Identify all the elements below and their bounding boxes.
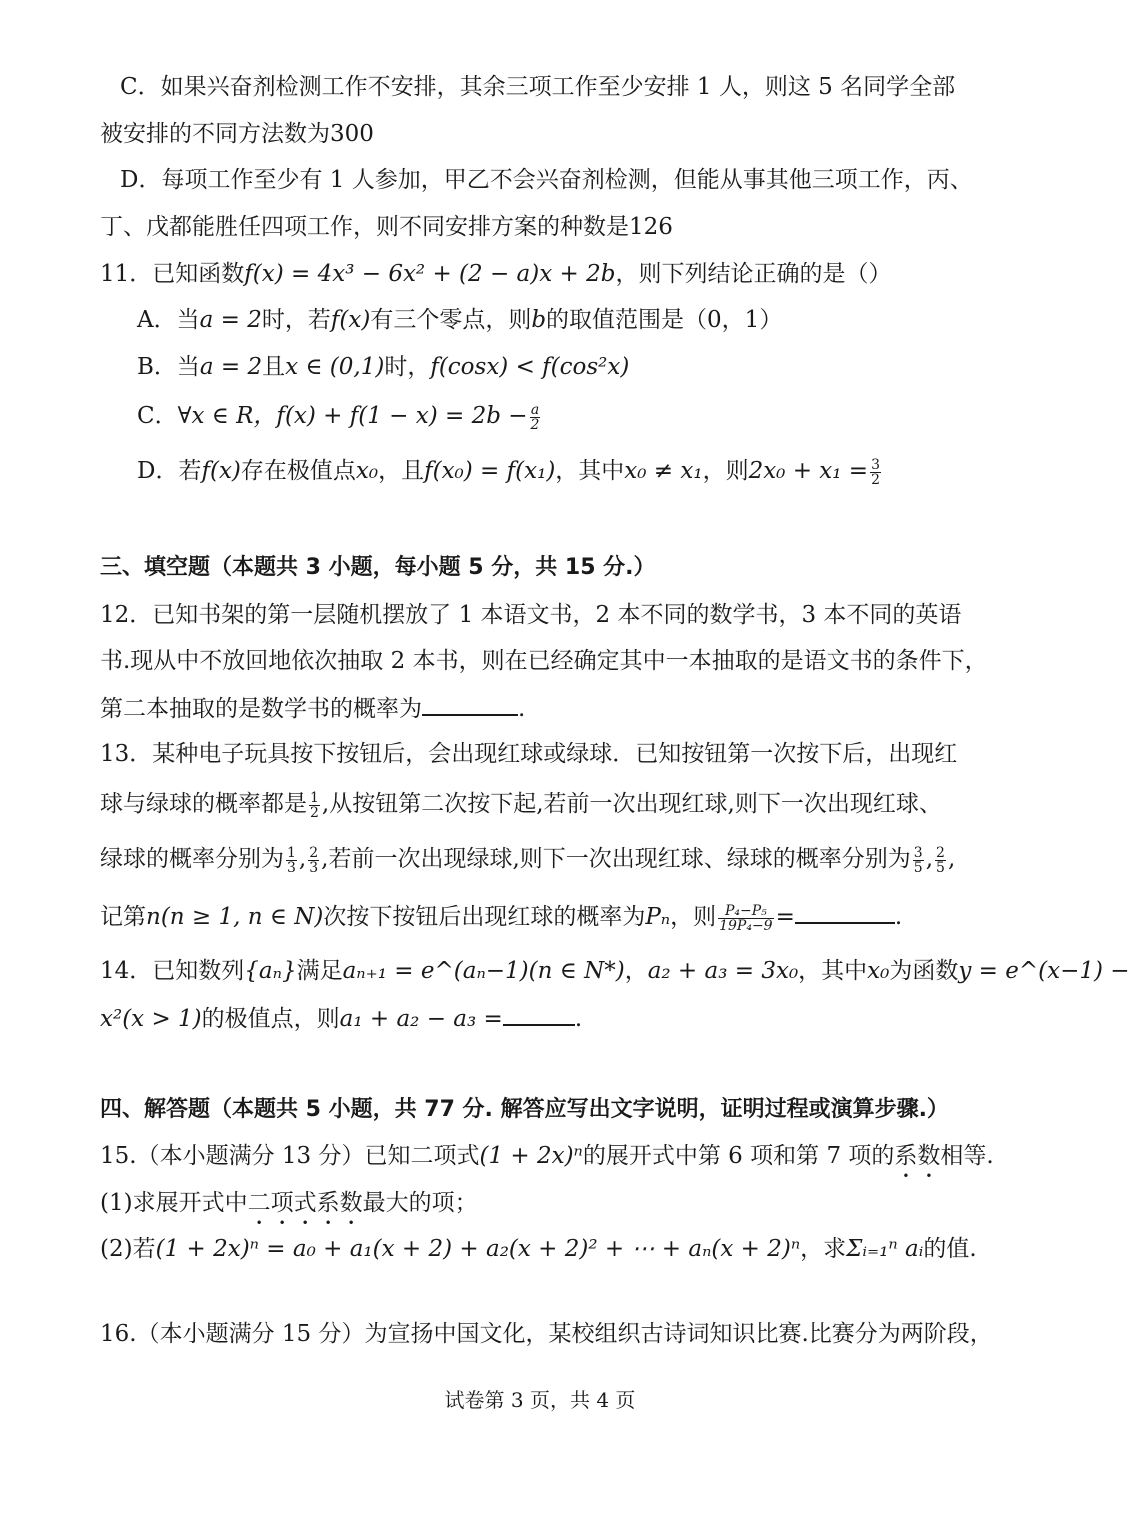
q14-line1-b: 满足: [296, 958, 343, 984]
q13-p4-den: 5: [936, 859, 945, 876]
q13-ratio-num: P₄−P₅: [718, 904, 773, 919]
q11-d-fraction: [870, 458, 881, 487]
q12-line3: [100, 692, 525, 725]
q11-function: f(x) = 4x³ − 6x² + (2 − a)x + 2b: [244, 261, 616, 287]
q11-a-cond: a = 2: [199, 307, 262, 333]
q13-line4: [100, 900, 902, 933]
q12-answer-blank[interactable]: [422, 692, 518, 716]
q12-line2: 书.现从中不放回地依次抽取 2 本书，则在已经确定其中一本抽取的是语文书的条件下，: [100, 648, 988, 674]
q14-line1-e: 为函数: [889, 958, 959, 984]
q14-line2: [100, 1002, 582, 1035]
q13-p3-den: 5: [913, 859, 923, 876]
q10-option-c-line1: C．如果兴奋剂检测工作不安排，其余三项工作至少安排 1 人，则这 5 名同学全部: [120, 74, 956, 100]
q12-line3-text: 第二本抽取的是数学书的概率为: [100, 696, 422, 722]
q14-line1-a: 14．已知数列: [100, 958, 245, 984]
q14-x0: x₀: [867, 958, 890, 984]
q11-d-prefix: D．若: [137, 458, 202, 484]
q15-expansion: (1 + 2x)ⁿ = a₀ + a₁(x + 2) + a₂(x + 2)² + ⋯ + aₙ(x + 2)ⁿ: [155, 1236, 801, 1262]
q13-half-den: 2: [310, 804, 319, 821]
q13-frac-3-5: [913, 846, 924, 875]
q11-stem-tail: ，则下列结论正确的是（）: [615, 261, 892, 287]
q11-a-b: b: [531, 307, 547, 333]
q13-line3-b: ,若前一次出现绿球,则下一次出现红球、绿球的概率分别为: [321, 846, 911, 872]
q11-a-tail: 的取值范围是（0，1）: [546, 307, 783, 333]
q15-line2: [100, 1187, 478, 1230]
q11-d-num: 3: [871, 456, 880, 473]
q11-c-prefix: C．: [137, 403, 178, 429]
q13-p1-den: 3: [287, 859, 296, 876]
q14-recurrence: aₙ₊₁ = e^(aₙ−1)(n ∈ N*): [342, 958, 625, 984]
q11-b-x: x ∈ (0,1): [285, 354, 385, 380]
q10-option-c-line2: 被安排的不同方法数为300: [100, 121, 374, 147]
q13-frac-2-5: [935, 846, 946, 875]
q11-b-expr: f(cosx) < f(cos²x): [430, 354, 630, 380]
q11-option-a: [137, 304, 782, 336]
q13-line3-a: 绿球的概率分别为: [100, 846, 284, 872]
q11-stem: [100, 258, 891, 290]
q11-b-prefix: B．当: [137, 354, 200, 380]
q13-line3-c: ,: [947, 846, 956, 872]
q10-option-d-line1: D．每项工作至少有 1 人参加，甲乙不会兴奋剂检测，但能从事其他三项工作，丙、: [120, 167, 973, 193]
q13-line4-a: 记第: [100, 904, 146, 930]
q14-expr: a₁ + a₂ − a₃ =: [339, 1006, 503, 1032]
q11-c-expr: ∀x ∈ R，f(x) + f(1 − x) = 2b −: [177, 403, 528, 429]
q13-frac-2-3: [308, 846, 319, 875]
q15-line2-a: (1)求展开式中: [100, 1190, 248, 1216]
q15-line1: [100, 1140, 994, 1183]
q14-function: y = e^(x−1) −: [958, 958, 1130, 984]
q11-a-mid: 时，若: [261, 307, 331, 333]
q11-c-den: 2: [530, 416, 540, 433]
q13-sep1: ,: [298, 846, 307, 872]
q11-number: 11．: [100, 261, 153, 287]
q15-sum: Σᵢ₌₁ⁿ aᵢ: [846, 1236, 924, 1262]
q11-option-b: [137, 351, 629, 383]
q13-line4-eq: =: [775, 904, 795, 930]
q13-line3: [100, 843, 955, 875]
q14-line2-end: .: [574, 1006, 583, 1032]
q11-d-res: 2x₀ + x₁ =: [748, 458, 869, 484]
q15-binomial: (1 + 2x)ⁿ: [479, 1143, 583, 1169]
q13-line4-c: ，则: [670, 904, 717, 930]
q13-line1: 13．某种电子玩具按下按钮后，会出现红球或绿球．已知按钮第一次按下后，出现红: [100, 741, 958, 767]
q13-answer-blank[interactable]: [795, 900, 895, 924]
q13-p4-num: 2: [936, 844, 945, 861]
q13-half-num: 1: [310, 789, 319, 806]
q14-sum: a₂ + a₃ = 3x₀: [647, 958, 799, 984]
q16-line1: 16.（本小题满分 15 分）为宣扬中国文化，某校组织古诗词知识比赛.比赛分为两阶段，: [100, 1321, 993, 1347]
q14-line1: [100, 955, 1130, 987]
q15-line3: [100, 1233, 977, 1265]
q14-function-tail: x²(x > 1): [100, 1006, 202, 1032]
q13-line2-b: ,从按钮第二次按下起,若前一次出现红球,则下一次出现红球、: [321, 791, 942, 817]
q15-emphasis-coefficient: 系数: [894, 1143, 941, 1169]
q13-ratio: [718, 904, 773, 933]
q11-b-and: 且: [262, 354, 286, 380]
q11-d-mid: 存在极值点: [240, 458, 356, 484]
q15-line3-b: ，求: [800, 1236, 847, 1262]
q11-stem-text: 已知函数: [152, 261, 245, 287]
q15-line1-c: 相等.: [940, 1143, 994, 1169]
q11-d-den: 2: [871, 471, 880, 488]
q11-d-mid3: ，其中: [555, 458, 625, 484]
q11-d-neq: x₀ ≠ x₁: [624, 458, 703, 484]
q14-seq: {aₙ}: [244, 958, 297, 984]
q11-d-mid4: ，则: [702, 458, 749, 484]
page-footer: 试卷第 3 页，共 4 页: [444, 1388, 636, 1412]
q13-line4-b: 次按下按钮后出现红球的概率为: [323, 904, 646, 930]
q13-line4-end: .: [894, 904, 903, 930]
q11-option-c: [137, 400, 542, 432]
q13-line4-n: n(n ≥ 1, n ∈ N): [146, 904, 324, 930]
q11-b-mid: 时，: [384, 354, 431, 380]
q12-line1: 12．已知书架的第一层随机摆放了 1 本语文书，2 本不同的数学书，3 本不同的英语: [100, 602, 962, 628]
q15-emphasis-binomial-coefficient: 二项式系数: [247, 1190, 363, 1216]
section-3-title: 三、填空题（本题共 3 小题，每小题 5 分，共 15 分.）: [100, 555, 656, 580]
q13-line2-a: 球与绿球的概率都是: [100, 791, 307, 817]
q15-line1-b: 的展开式中第 6 项和第 7 项的: [582, 1143, 895, 1169]
q11-a-f: f(x): [330, 307, 371, 333]
q15-line2-b: 最大的项；: [362, 1190, 478, 1216]
q14-line1-c: ，: [624, 958, 648, 984]
q13-ratio-den: 19P₄−9: [719, 917, 773, 934]
q10-option-d-line2: 丁、戊都能胜任四项工作，则不同安排方案的种数是126: [100, 214, 673, 240]
q15-line1-a: 15.（本小题满分 13 分）已知二项式: [100, 1143, 480, 1169]
q12-line3-end: .: [518, 696, 526, 722]
q11-d-eq: f(x₀) = f(x₁): [424, 458, 556, 484]
q13-p2-num: 2: [309, 844, 319, 861]
q13-line2: [100, 788, 942, 820]
q11-a-mid2: 有三个零点，则: [370, 307, 532, 333]
q11-option-d: [137, 455, 883, 487]
q13-line4-pn: Pₙ: [645, 904, 671, 930]
q11-a-prefix: A．当: [137, 307, 200, 333]
q11-b-cond: a = 2: [199, 354, 263, 380]
q14-line2-a: 的极值点，则: [201, 1006, 340, 1032]
section-4-title: 四、解答题（本题共 5 小题，共 77 分. 解答应写出文字说明，证明过程或演算步骤.）: [100, 1097, 949, 1122]
q14-answer-blank[interactable]: [503, 1002, 575, 1026]
q13-sep2: ,: [925, 846, 934, 872]
q11-c-num: a: [530, 401, 540, 418]
q11-c-fraction: [530, 403, 541, 432]
q13-p2-den: 3: [309, 859, 319, 876]
q11-d-mid2: ，且: [378, 458, 425, 484]
q13-frac-1-3: [286, 846, 297, 875]
q13-p1-num: 1: [287, 844, 296, 861]
q14-line1-d: ，其中: [798, 958, 868, 984]
q13-p3-num: 3: [913, 844, 923, 861]
q15-line3-c: 的值.: [923, 1236, 977, 1262]
q11-d-x0: x₀: [355, 458, 379, 484]
q13-half: [309, 791, 320, 820]
q15-line3-a: (2)若: [100, 1236, 156, 1262]
q11-d-f: f(x): [201, 458, 241, 484]
